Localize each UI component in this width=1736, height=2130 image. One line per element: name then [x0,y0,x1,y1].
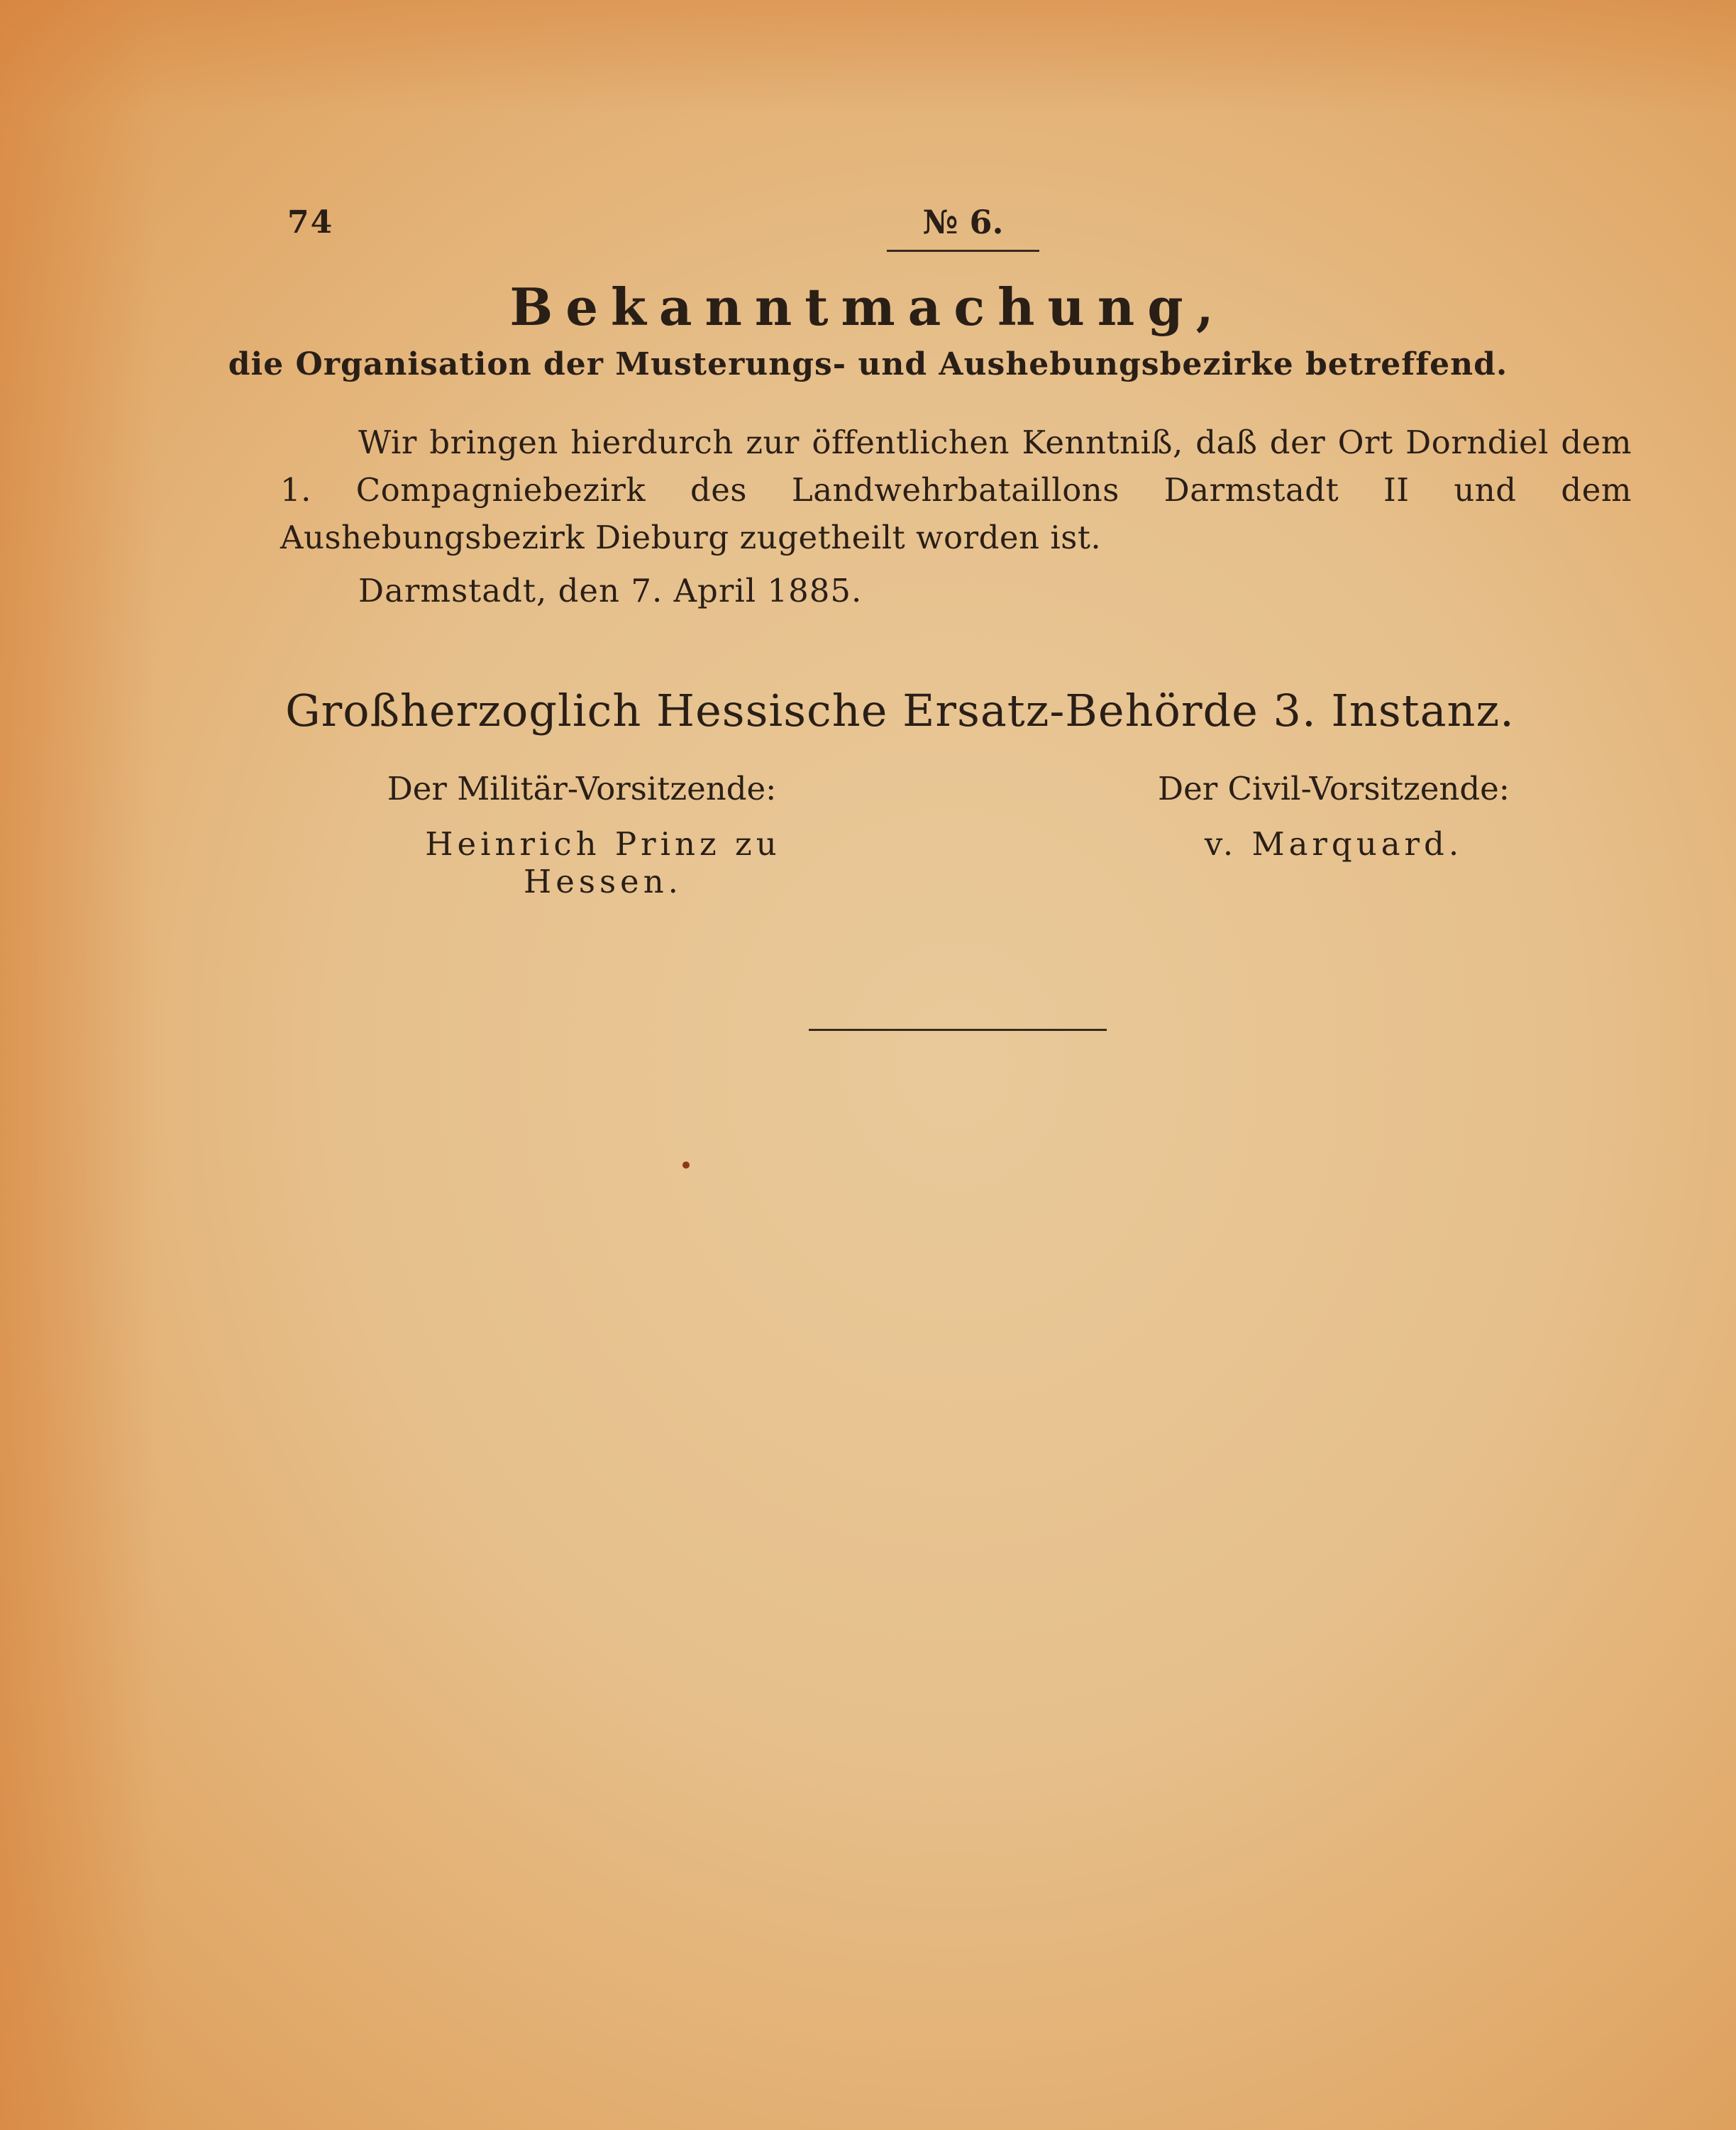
military-chair-role: Der Militär-Vorsitzende: [387,770,777,807]
closing-rule [809,1029,1107,1031]
issuing-authority: Großherzoglich Hessische Ersatz-Behörde 3. Instanz. [285,685,1515,736]
military-chair-name: Heinrich Prinz zu Hessen. [425,825,781,900]
civil-chair-name: v. Marquard. [1204,825,1464,863]
document-number-underline [887,250,1039,252]
paper-stain-top [0,0,1736,114]
page-number: 74 [287,204,334,241]
civil-chair-role: Der Civil-Vorsitzende: [1158,770,1510,807]
announcement-subtitle: die Organisation der Musterungs- und Aushebungsbezirke betreffend. [228,346,1508,382]
announcement-body: Wir bringen hierdurch zur öffentlichen Kenntniß, daß der Ort Dorndiel dem 1. Compagniebezirk des Landwehrbataillons Darmstadt II und dem Aushebungsbezirk Dieburg zugetheilt worden ist. [280,424,1632,556]
announcement-title: Bekanntmachung, [509,277,1227,337]
ink-speck [682,1161,690,1169]
place-and-date: Darmstadt, den 7. April 1885. [358,572,863,609]
document-number: № 6. [922,203,1004,241]
